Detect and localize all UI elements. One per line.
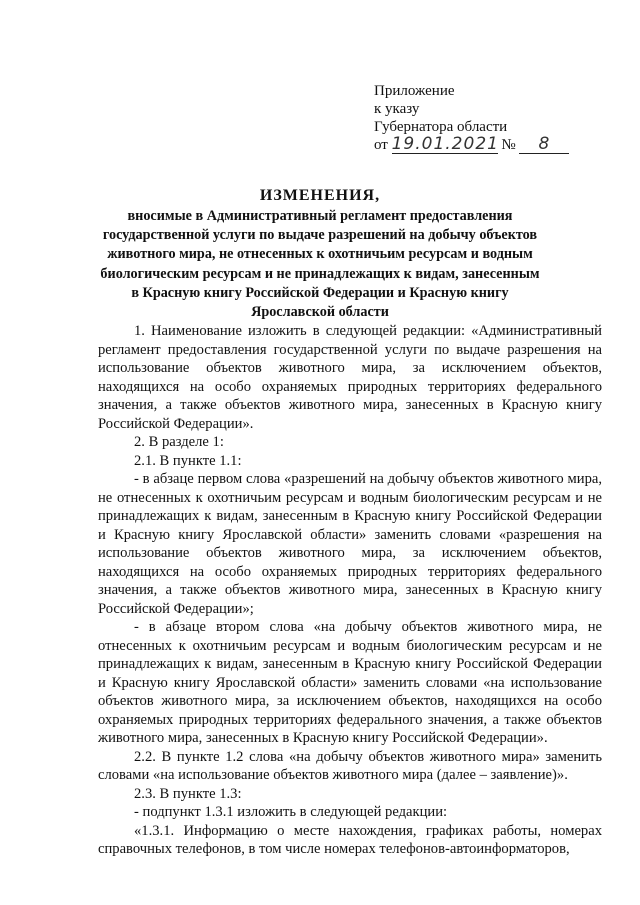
paragraph: 2.3. В пункте 1.3: (134, 785, 242, 802)
paragraph: - в абзаце первом слова «разрешений на добычу объектов животного мира, не отнесенных к охотничьим ресурсам и водным биологическим ресурсам и не принадлежащих к видам, занесенным в Красную книгу Российской Федерации и Красную книгу Ярославской области» заменить словами «разрешения на использование объектов животного мира, за исключением объектов, находящихся на особо охраняемых природных территориях федерального значения, а также объектов животного мира, занесенных в Красную книгу Российской Федерации»; (98, 471, 602, 617)
handwritten-date: 19.01.2021 (391, 134, 499, 154)
date-field (391, 134, 499, 154)
number-prefix: № (501, 137, 516, 153)
paragraph: - подпункт 1.3.1 изложить в следующей редакции: (134, 804, 448, 820)
paragraph: 2. В разделе 1: (134, 434, 224, 450)
title-subtitle: вносимые в Административный регламент предоставления государственной услуги по выдаче разрешений на добычу объектов животного мира, не отнесенных к охотничьим ресурсам и водным биологическим ресурсам и не принадлежащих к видам, занесенным в Красную книгу Российской Федерации и Красную книгу Ярославской области (100, 208, 540, 321)
paragraph: 1. Наименование изложить в следующей редакции: «Административный регламент предоставления государственной услуги по выдаче разрешения на использование объектов животного мира, за исключением объектов, находящихся на особо охраняемых природных территориях федерального значения, а также объектов животного мира, занесенных в Красную книгу Российской Федерации». (98, 323, 602, 432)
appendix-date-number (374, 136, 614, 154)
number-field (519, 134, 569, 154)
paragraph: 2.2. В пункте 1.2 слова «на добычу объектов животного мира» заменить словами «на использование объектов животного мира (далее – заявление)». (98, 748, 602, 783)
title-heading: ИЗМЕНЕНИЯ, (259, 187, 381, 204)
paragraph: 2.1. В пункте 1.1: (134, 452, 242, 469)
paragraph: - в абзаце втором слова «на добычу объектов животного мира, не отнесенных к охотничьим ресурсам и водным биологическим ресурсам и не принадлежащих к видам, занесенным в Красную книгу Российской Федерации и Красную книгу Ярославской области» заменить словами «на использование объектов животного мира, за исключением объектов, находящихся на особо охраняемых природных территориях федерального значения, а также объектов животного мира, занесенных в Красную книгу Российской Федерации». (98, 619, 602, 746)
appendix-label: Приложение (374, 83, 455, 99)
paragraph: «1.3.1. Информацию о месте нахождения, графиках работы, номерах справочных телефонов, в том числе номерах телефонов-автоинформаторов, (98, 822, 602, 857)
document-body (98, 322, 602, 859)
appendix-governor-label: Губернатора области (374, 119, 508, 135)
appendix-header (374, 82, 614, 154)
handwritten-number: 8 (538, 134, 551, 154)
date-prefix: от (374, 137, 388, 153)
appendix-decree-label: к указу (374, 101, 420, 117)
document-title (100, 186, 540, 322)
